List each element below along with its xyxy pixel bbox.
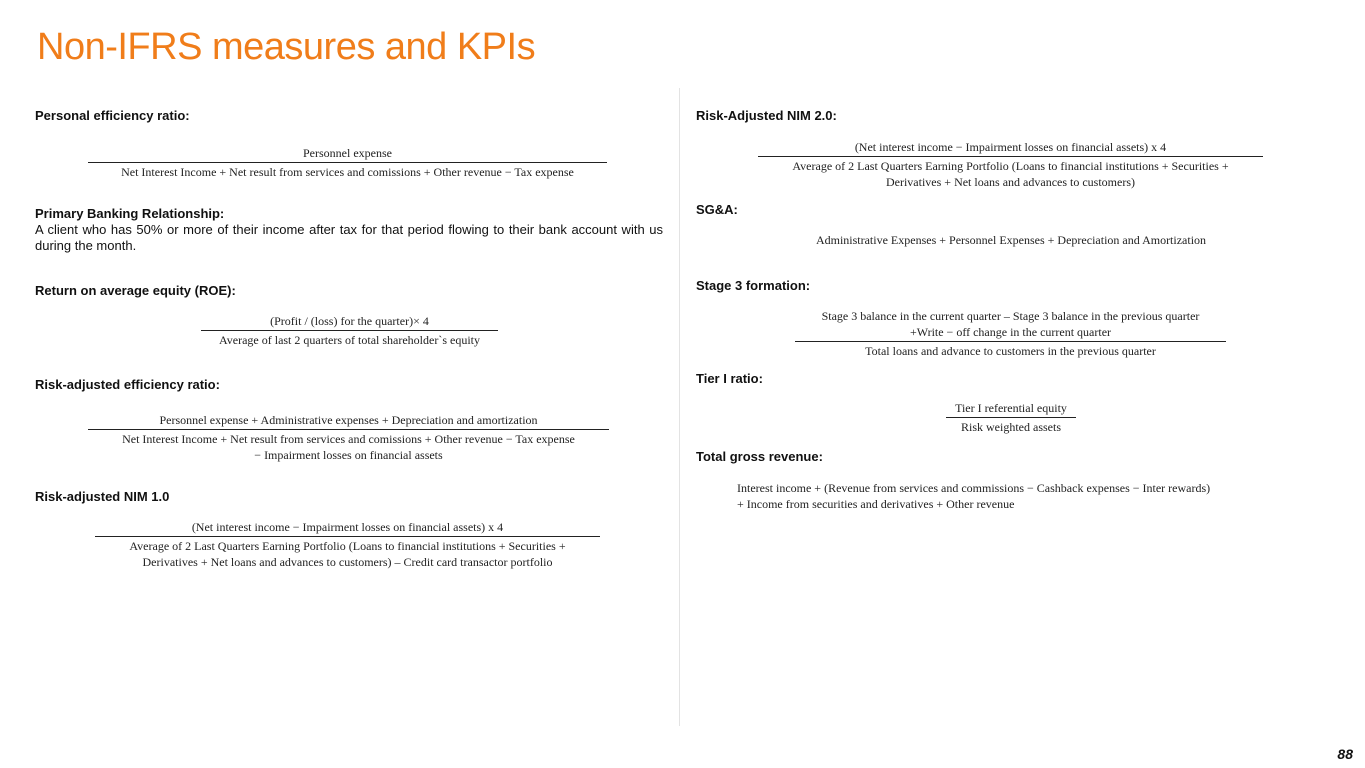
formula-denominator-line1: Average of 2 Last Quarters Earning Portfolio (Loans to financial institutions + Securities +	[129, 539, 566, 553]
risk-adjusted-nim1-section	[35, 489, 663, 569]
formula-numerator: (Net interest income − Impairment losses on financial assets) x 4	[95, 519, 600, 537]
tier1-section	[696, 371, 1326, 434]
total-gross-revenue-line1: Interest income + (Revenue from services and commissions − Cashback expenses − Inter rewards)	[737, 481, 1211, 495]
roe-formula	[201, 313, 498, 348]
sga-section	[696, 202, 1326, 247]
sga-formula: Administrative Expenses + Personnel Expenses + Depreciation and Amortization	[815, 233, 1207, 247]
risk-adjusted-nim2-heading: Risk-Adjusted NIM 2.0:	[696, 108, 837, 123]
formula-denominator: Average of last 2 quarters of total shareholder`s equity	[218, 333, 481, 347]
stage3-section	[696, 278, 1326, 358]
total-gross-revenue-heading: Total gross revenue:	[696, 449, 823, 464]
page-title: Non-IFRS measures and KPIs	[37, 26, 536, 68]
formula-denominator-line2: − Impairment losses on financial assets	[254, 448, 443, 462]
risk-adjusted-nim1-heading: Risk-adjusted NIM 1.0	[35, 489, 170, 504]
risk-adjusted-nim2-section	[696, 108, 1326, 189]
formula-denominator: Net Interest Income + Net result from services and comissions + Other revenue − Tax expense	[121, 165, 574, 179]
primary-banking-heading: Primary Banking Relationship:	[35, 206, 225, 221]
total-gross-revenue-section	[696, 449, 1326, 511]
tier1-heading: Tier I ratio:	[696, 371, 763, 386]
page-number: 88	[1337, 746, 1353, 762]
formula-denominator-line2: Derivatives + Net loans and advances to customers)	[885, 175, 1136, 189]
primary-banking-section	[35, 206, 663, 254]
formula-denominator: Risk weighted assets	[961, 420, 1061, 434]
formula-denominator	[758, 157, 1263, 190]
formula-denominator-line1: Average of 2 Last Quarters Earning Portfolio (Loans to financial institutions + Securities +	[792, 159, 1229, 173]
roe-heading: Return on average equity (ROE):	[35, 283, 236, 298]
total-gross-revenue-formula	[737, 480, 1326, 512]
personal-efficiency-section	[35, 108, 663, 179]
roe-section	[35, 283, 663, 347]
risk-adjusted-efficiency-section	[35, 377, 663, 462]
formula-denominator	[88, 430, 609, 463]
personal-efficiency-formula	[88, 145, 607, 180]
formula-numerator-line1: Stage 3 balance in the current quarter – Stage 3 balance in the previous quarter	[821, 309, 1200, 323]
formula-denominator-line2: Derivatives + Net loans and advances to customers) – Credit card transactor portfolio	[142, 555, 553, 569]
formula-numerator: (Net interest income − Impairment losses on financial assets) x 4	[758, 139, 1263, 157]
total-gross-revenue-line2: + Income from securities and derivatives + Other revenue	[737, 497, 1015, 511]
risk-adjusted-nim2-formula	[758, 139, 1263, 190]
risk-adjusted-efficiency-formula	[88, 412, 609, 463]
formula-denominator: Total loans and advance to customers in the previous quarter	[865, 344, 1156, 358]
column-divider	[679, 88, 680, 726]
formula-numerator: (Profit / (loss) for the quarter)× 4	[201, 313, 498, 331]
formula-denominator	[95, 537, 600, 570]
personal-efficiency-heading: Personal efficiency ratio:	[35, 108, 190, 123]
formula-numerator	[795, 308, 1226, 342]
formula-numerator-line2: +Write − off change in the current quarter	[909, 325, 1112, 339]
formula-denominator-line1: Net Interest Income + Net result from services and comissions + Other revenue − Tax expense	[122, 432, 575, 446]
stage3-formula	[795, 308, 1226, 359]
primary-banking-description: A client who has 50% or more of their income after tax for that period flowing to their bank account with us during the month.	[35, 222, 663, 253]
formula-numerator: Tier I referential equity	[946, 400, 1076, 418]
formula-numerator: Personnel expense	[88, 145, 607, 163]
risk-adjusted-efficiency-heading: Risk-adjusted efficiency ratio:	[35, 377, 220, 392]
tier1-formula	[946, 400, 1076, 435]
formula-numerator: Personnel expense + Administrative expenses + Depreciation and amortization	[88, 412, 609, 430]
stage3-heading: Stage 3 formation:	[696, 278, 811, 293]
sga-heading: SG&A:	[696, 202, 738, 217]
risk-adjusted-nim1-formula	[95, 519, 600, 570]
